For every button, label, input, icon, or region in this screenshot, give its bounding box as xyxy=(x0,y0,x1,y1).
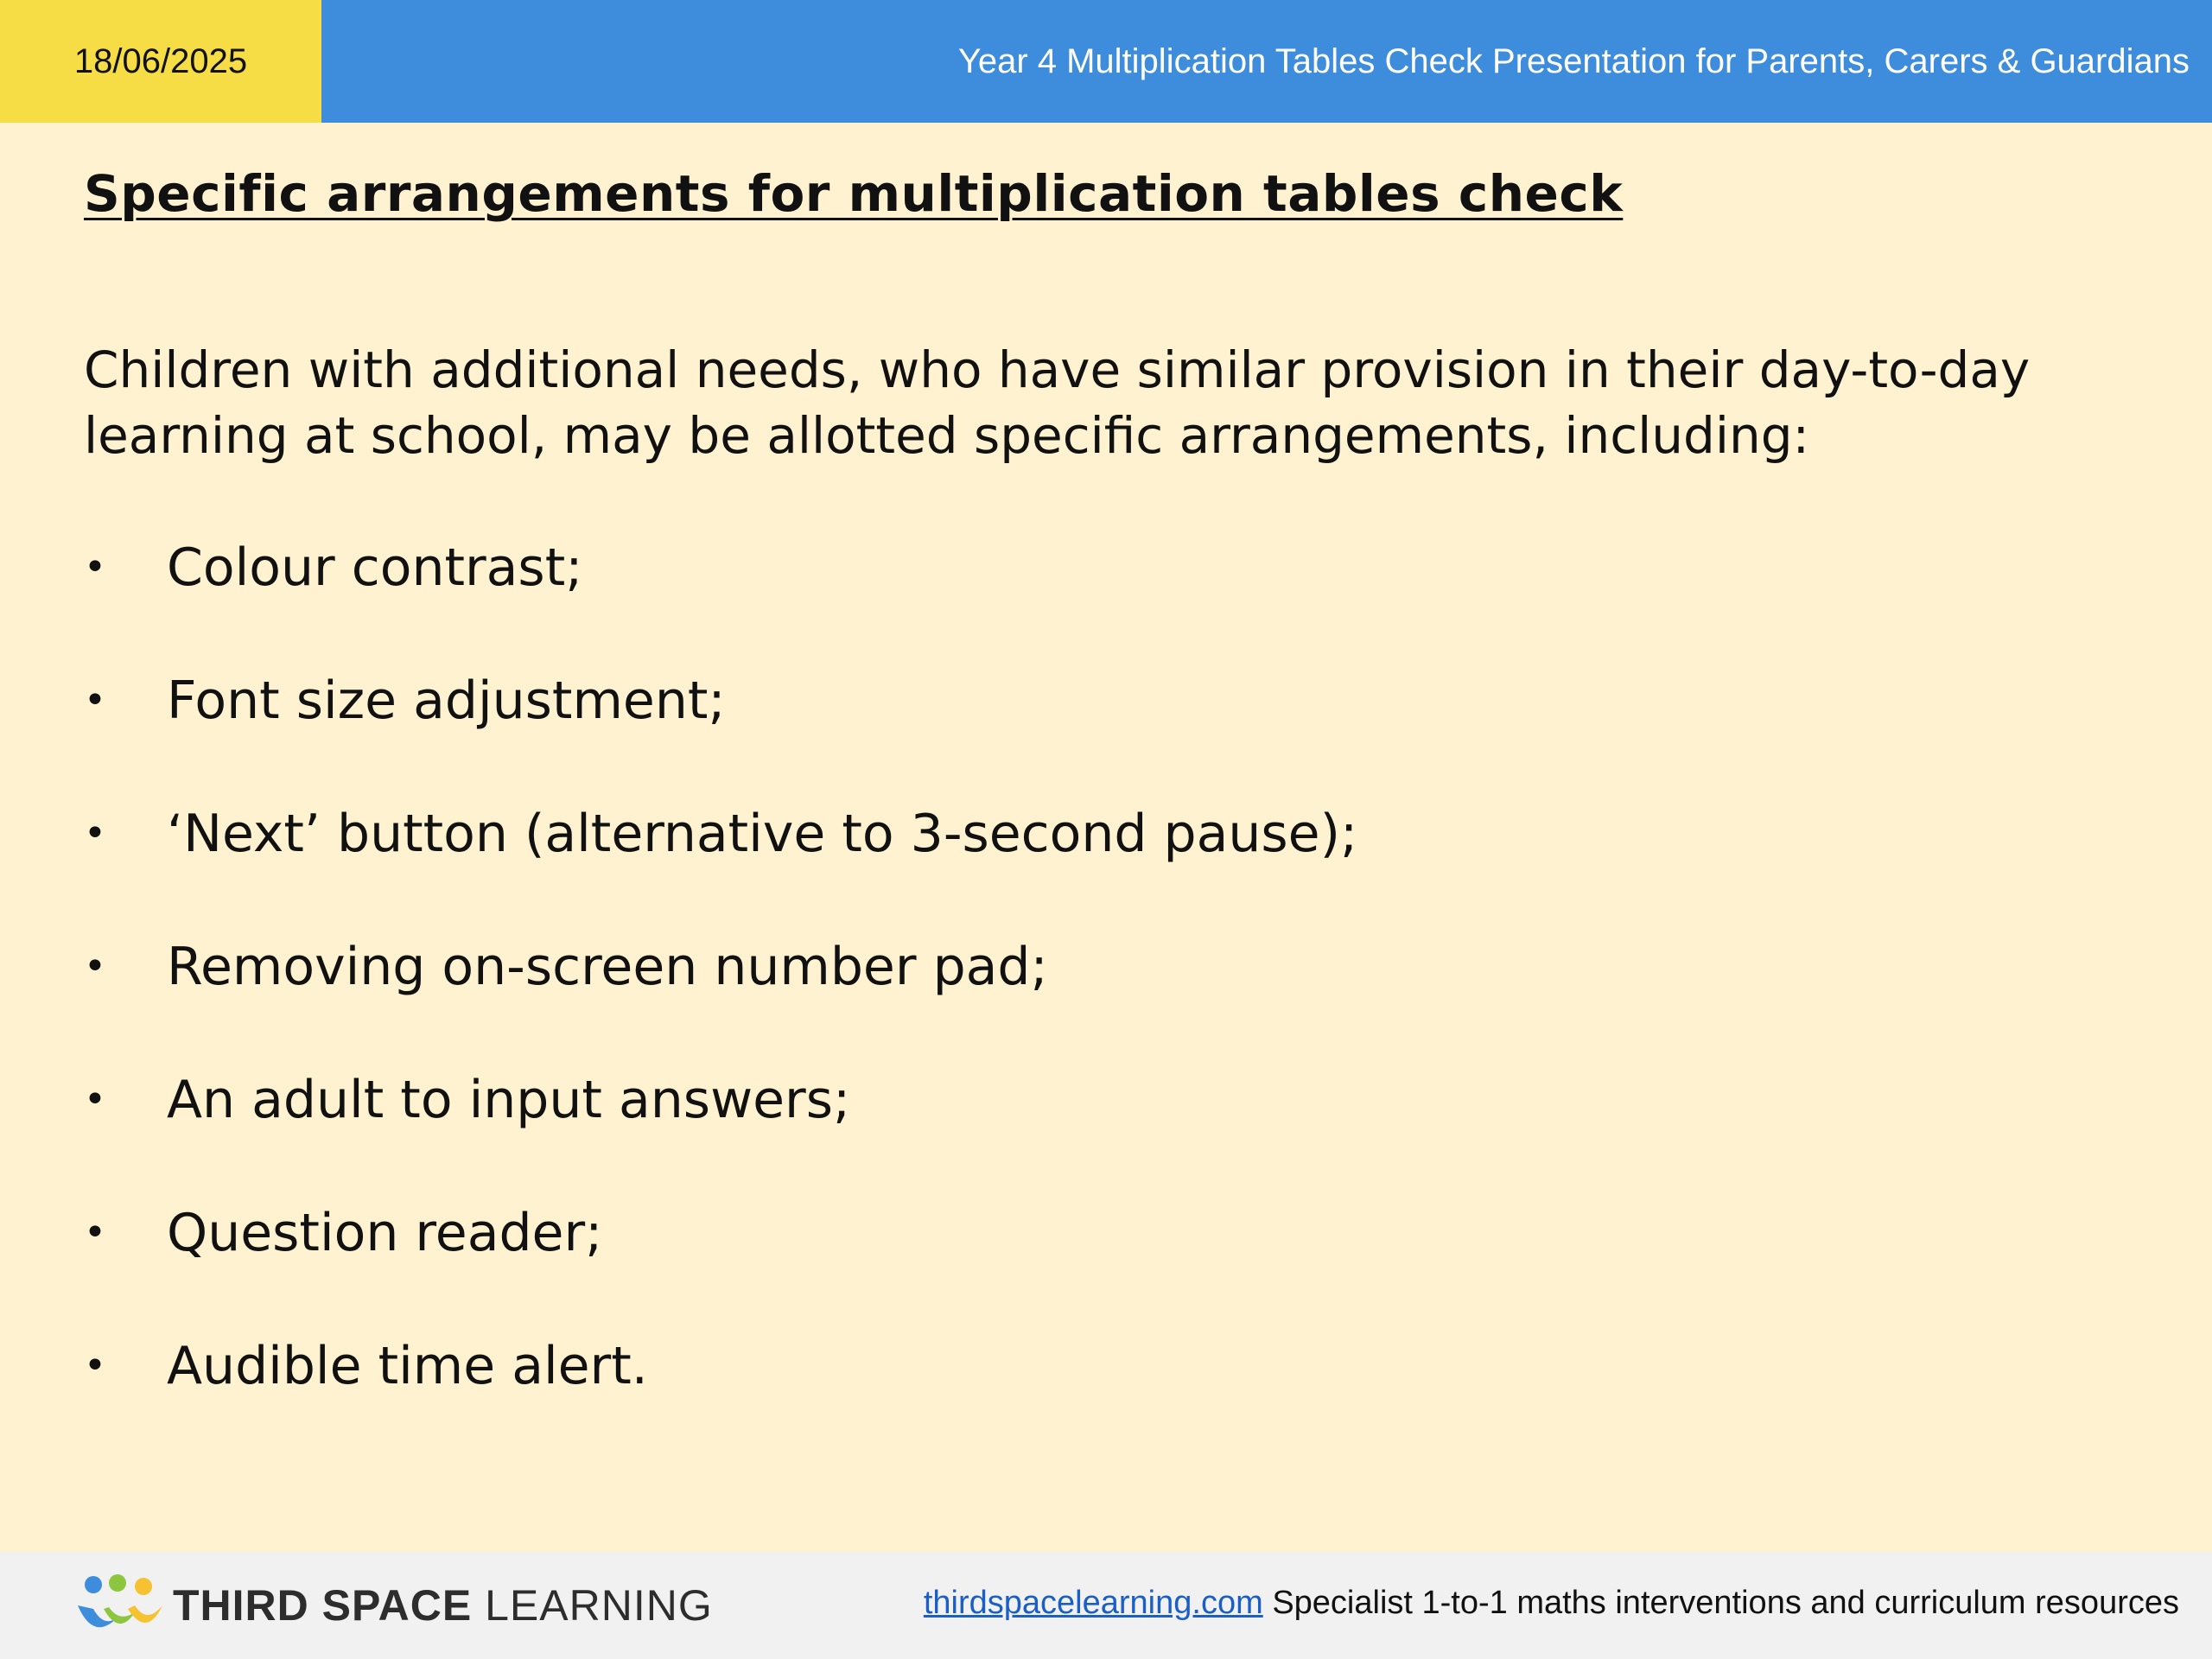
list-item-text: ‘Next’ button (alternative to 3-second pause); xyxy=(167,804,1358,864)
list-item xyxy=(84,1198,1357,1332)
header-date: 18/06/2025 xyxy=(0,0,321,123)
presentation-title: Year 4 Multiplication Tables Check Presentation for Parents, Carers & Guardians xyxy=(321,0,2212,123)
intro-paragraph xyxy=(84,337,2175,468)
bullet-icon: • xyxy=(84,811,106,855)
list-item xyxy=(84,666,1357,799)
list-item xyxy=(84,533,1357,666)
list-item-text: Audible time alert. xyxy=(167,1336,648,1396)
list-item-text: Font size adjustment; xyxy=(167,671,726,731)
footer-tagline: Specialist 1-to-1 maths interventions and curriculum resources xyxy=(1272,1585,2179,1621)
intro-line-2: learning at school, may be allotted specific arrangements, including: xyxy=(84,406,1810,465)
third-space-learning-logo-icon xyxy=(74,1574,164,1637)
list-item xyxy=(84,799,1357,932)
list-item xyxy=(84,1065,1357,1198)
logo-text-light: LEARNING xyxy=(485,1581,713,1630)
bullet-icon: • xyxy=(84,1211,106,1255)
list-item-text: An adult to input answers; xyxy=(167,1070,851,1130)
list-item xyxy=(84,932,1357,1065)
logo-text-bold: THIRD SPACE xyxy=(173,1581,473,1630)
arrangements-list xyxy=(84,533,1357,1465)
slide-title: Specific arrangements for multiplication tables check xyxy=(84,164,1624,223)
intro-line-1: Children with additional needs, who have similar provision in their day-to-day xyxy=(84,340,2031,399)
list-item xyxy=(84,1332,1357,1465)
bullet-icon: • xyxy=(84,1077,106,1122)
footer xyxy=(0,1552,2212,1659)
list-item-text: Removing on-screen number pad; xyxy=(167,937,1048,997)
logo-wordmark xyxy=(173,1580,713,1630)
bullet-icon: • xyxy=(84,944,106,988)
bullet-icon: • xyxy=(84,545,106,589)
website-link[interactable]: thirdspacelearning.com xyxy=(923,1585,1263,1621)
third-space-learning-logo xyxy=(74,1574,713,1637)
bullet-icon: • xyxy=(84,1344,106,1388)
footer-tagline-block xyxy=(924,1585,2179,1622)
bullet-icon: • xyxy=(84,678,106,722)
list-item-text: Question reader; xyxy=(167,1203,603,1263)
list-item-text: Colour contrast; xyxy=(167,537,583,598)
